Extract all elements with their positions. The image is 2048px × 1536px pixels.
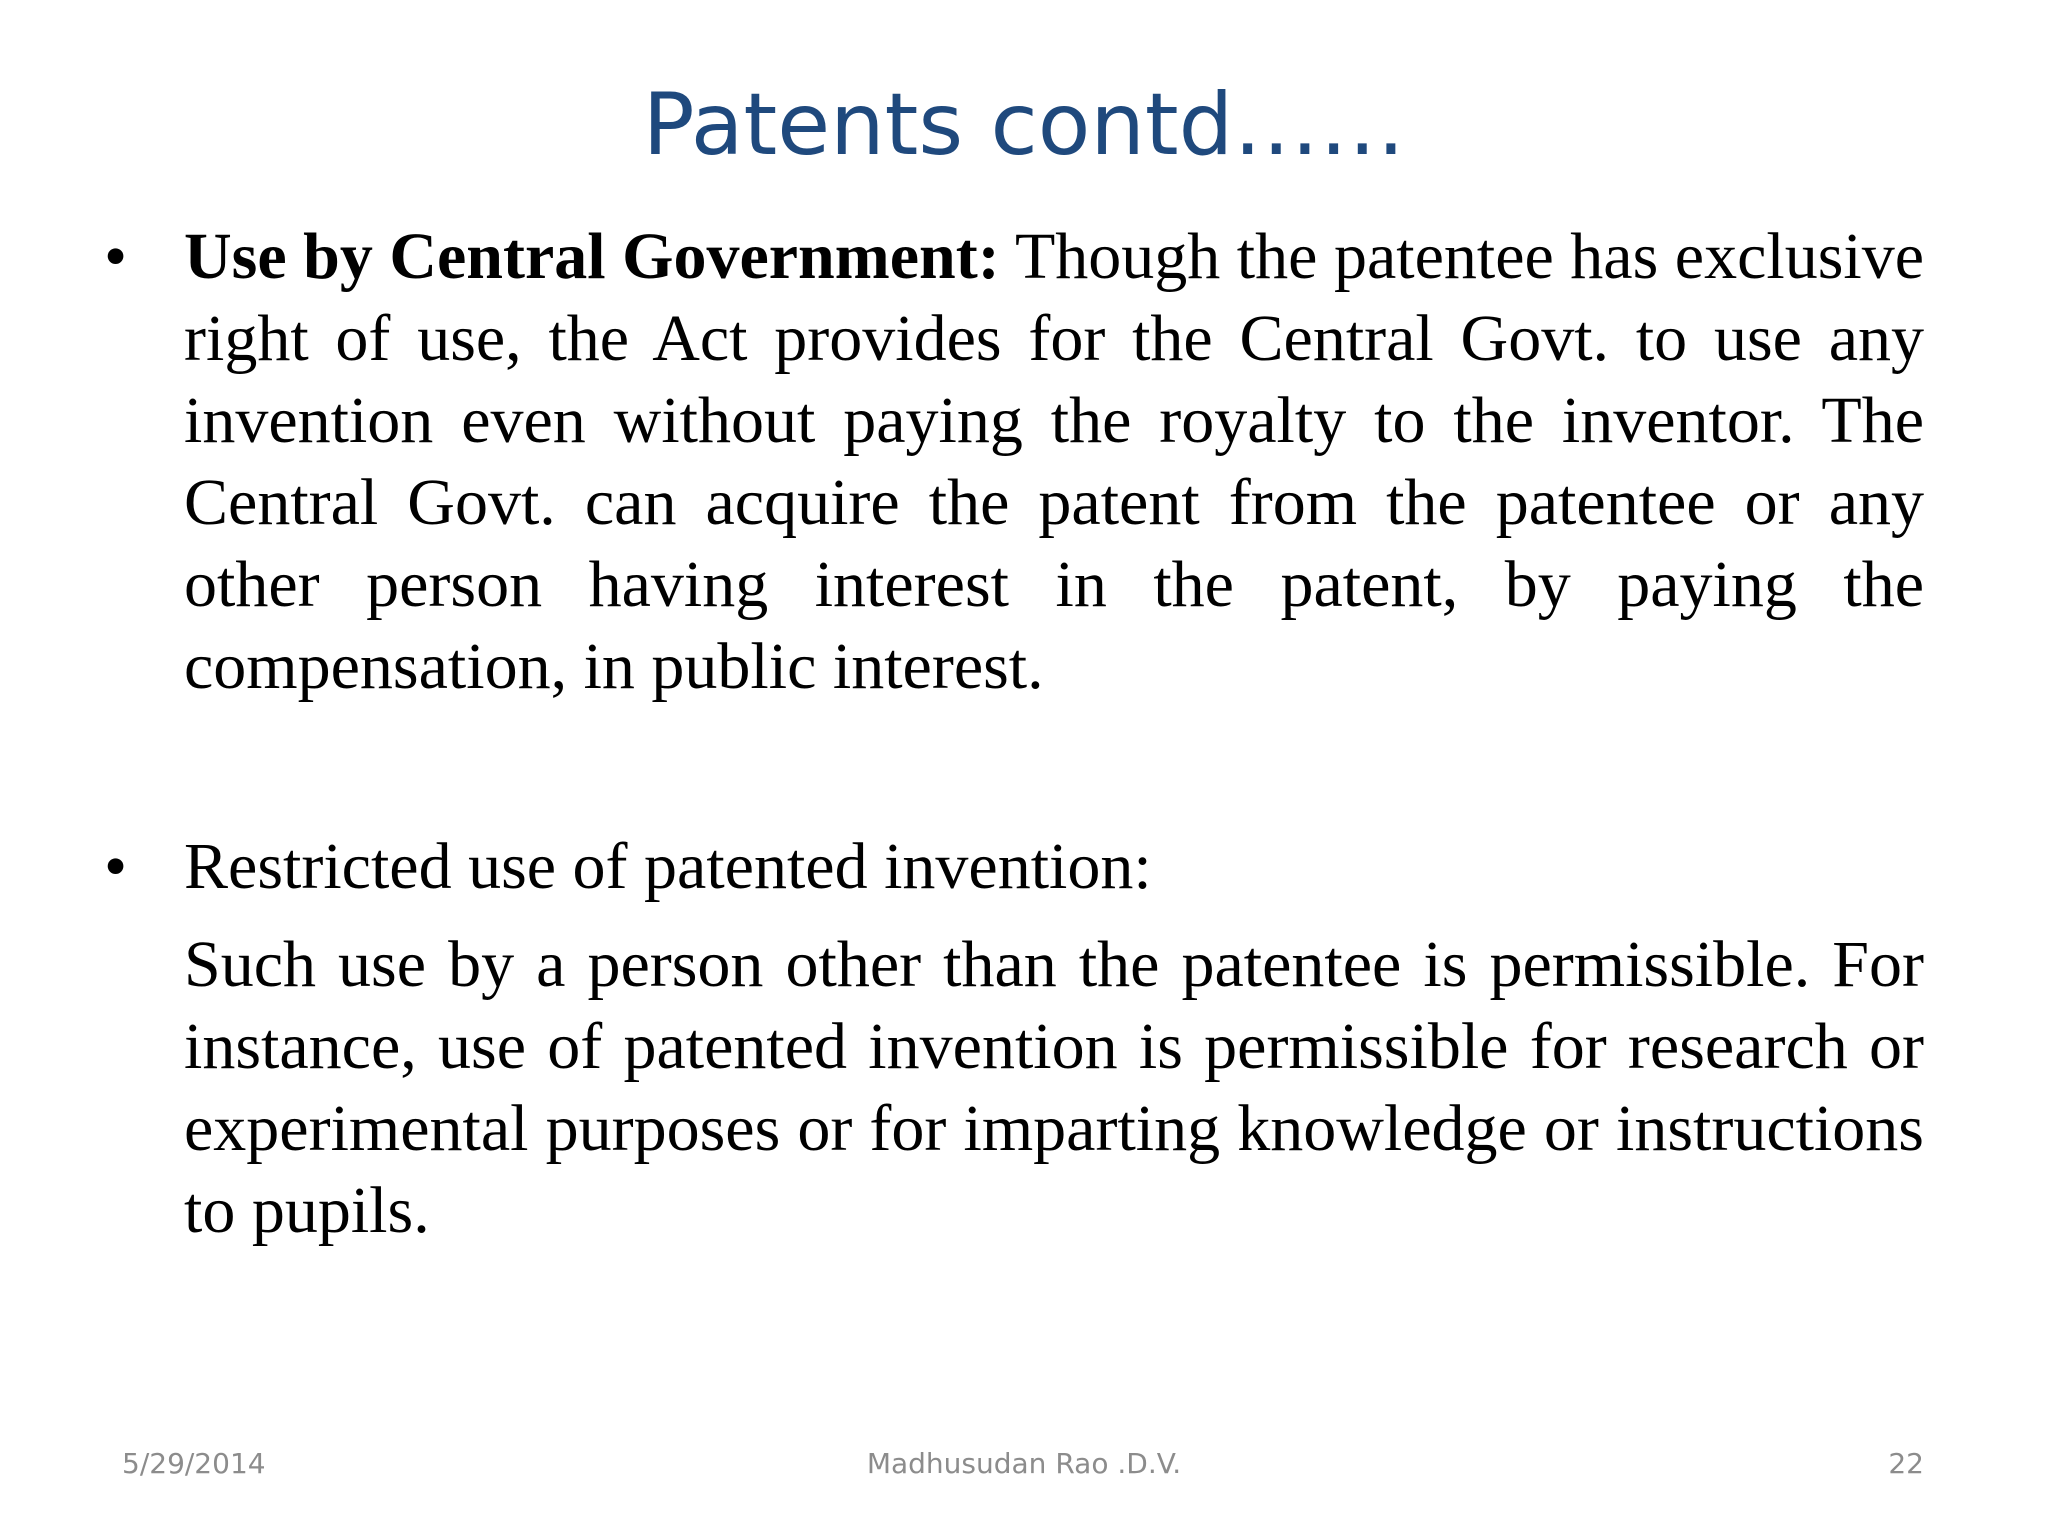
footer-date: 5/29/2014 [122,1447,266,1480]
bullet-heading-restricted-use: Restricted use of patented invention: [184,830,1152,903]
bullet-marker: • [104,830,128,903]
bullet-paragraph-central-government [184,216,1924,708]
bullet-paragraph-restricted-use: Such use by a person other than the patentee is permissible. For instance, use of patented invention is permissible for research or experimental purposes or for imparting knowledge or instructions to pupils. [184,928,1924,1247]
slide-title: Patents contd…… [642,75,1406,175]
footer-author: Madhusudan Rao .D.V. [866,1447,1182,1480]
footer-page-number: 22 [1888,1447,1924,1480]
bullet-body: Though the patentee has exclusive right of use, the Act provides for the Central Govt. to use any invention even without paying the royalty to the inventor. The Central Govt. can acquire the patent from the patentee or any other person having interest in the patent, by paying the compensation, in public interest. [184,220,1925,703]
bullet-heading: Use by Central Government: [184,220,1000,293]
bullet-marker: • [104,220,128,293]
